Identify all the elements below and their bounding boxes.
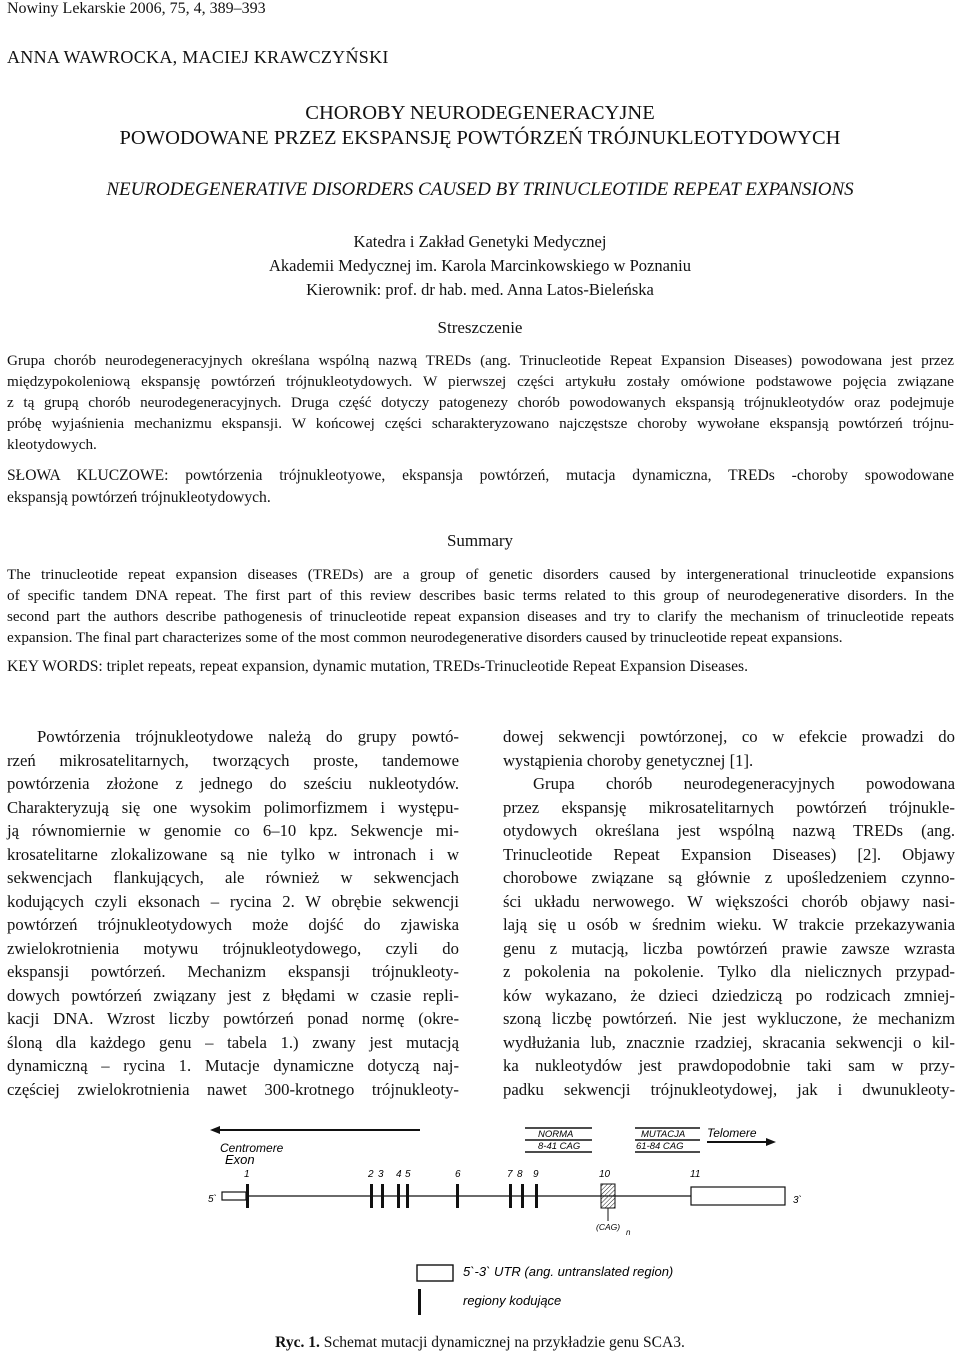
body-line: padku sekwencji trójnukleotydowej, jak i dwunukleoty- (503, 1079, 955, 1099)
norma-range: 8-41 CAG (538, 1141, 581, 1152)
streszczenie-abstract (7, 350, 954, 455)
body-line: sekwencjach flankujących, ale również w sekwencjach (7, 868, 459, 887)
body-line: przez ekspansję mikrosatelitarnych powtórzeń trójnukle- (503, 797, 955, 817)
streszczenie-heading: Streszczenie (437, 318, 523, 337)
norma-label: NORMA (538, 1129, 574, 1140)
exon-number: 4 (396, 1169, 402, 1180)
body-line: dynamiczną – rycina 1. Mutacje dynamiczne dotyczą naj- (7, 1056, 459, 1075)
caption-label: Ryc. 1. (275, 1334, 320, 1351)
exon-number: 9 (533, 1169, 539, 1180)
summary-line: expansion. The final part characterizes some of the most common neurodegenerative disorders caused by trinucleotide repeat expansions. (7, 629, 843, 646)
exon-number: 6 (455, 1169, 461, 1180)
body-line: rzeń mikrosatelitarnych, tworzących proste, tandemowe (7, 750, 459, 770)
body-line: z pokolenia na pokolenie. Tylko dla nielicznych przypad- (503, 962, 955, 981)
body-line: lają się u osób w średnim wieku. W trakcie przekazywania (503, 915, 955, 934)
mutacja-range: 61-84 CAG (636, 1141, 684, 1152)
body-line: szoną liczbę powtórzeń. Nie jest wykluczone, że mechanizm (503, 1009, 955, 1028)
cag-repeat-label: (CAG) (596, 1222, 621, 1232)
journal-citation: Nowiny Lekarskie 2006, 75, 4, 389–393 (7, 0, 266, 17)
abstract-line: z tą grupą chorób neurodegeneracyjnych. Druga część dotyczy patogenezy chorób powodowanych ekspansją trójnukleotydów oraz podejmuje (7, 394, 954, 411)
title-pl-line-2: POWODOWANE PRZEZ EKSPANSJĘ POWTÓRZEŃ TRÓJNUKLEOTYDOWYCH (119, 127, 841, 149)
three-prime-label: 3` (793, 1195, 802, 1206)
affiliation-line: Katedra i Zakład Genetyki Medycznej (353, 232, 607, 251)
body-line: krosatelitarne zlokalizowane są nie tylko w intronach i w (7, 844, 459, 864)
title-en: NEURODEGENERATIVE DISORDERS CAUSED BY TRINUCLEOTIDE REPEAT EXPANSIONS (106, 179, 854, 200)
title-pl-line-1: CHOROBY NEURODEGENERACYJNE (305, 102, 655, 124)
exon-number: 7 (507, 1169, 513, 1180)
exon-number: 1 (244, 1169, 250, 1180)
summary-abstract (7, 564, 954, 648)
legend-coding-swatch (418, 1289, 421, 1315)
legend-utr-label: 5`-3` UTR (ang. untranslated region) (463, 1264, 674, 1279)
summary-line: The trinucleotide repeat expansion diseases (TREDs) are a group of genetic disorders caused by intergenerational trinucleotide expansions (7, 566, 954, 583)
abstract-line: próbę wyjaśnienia mechanizmu ekspansji. W końcowej części scharakteryzowano najczęstsze choroby wywołane ekspansją powtórzeń trójnu- (7, 415, 954, 432)
body-line: ści układu nerwowego. W większości chorób objawy nasi- (503, 891, 955, 911)
keywords-line: ekspansją powtórzeń trójnukleotydowych. (7, 489, 271, 506)
legend-utr-swatch (417, 1265, 453, 1281)
body-line: Trinucleotide Repeat Expansion Diseases) [2]. Objawy (503, 844, 955, 864)
body-column-left (7, 725, 459, 1101)
figure-sca3-gene-diagram (180, 1115, 840, 1320)
summary-heading: Summary (446, 531, 514, 550)
body-line: śloną dla każdego genu – tabela 1.) zwany jest mutacją (7, 1032, 459, 1052)
body-line: kodujących czyli eksonach – rycina 2. W obrębie sekwencji (7, 891, 459, 911)
body-line: powtórzenia złożone z jednego do sześciu nukleotydów. (7, 774, 459, 793)
summary-line: of specific tandem DNA repeat. The first part of this review describes basic terms related to this group of neurodegenerative disorders. In the (7, 587, 954, 604)
exon-number: 5 (405, 1169, 411, 1180)
body-line: chorobowe związane są głównie z upośledzeniem czynno- (503, 868, 955, 887)
body-column-right (503, 725, 955, 1101)
body-line: zwielokrotnienia motywu trójnukleotydowego, czyli do (7, 938, 459, 958)
centromere-label: Centromere (220, 1141, 284, 1155)
body-line: dowej sekwencji powtórzonej, co w efekcie prowadzi do (503, 727, 955, 746)
exon-number: 11 (690, 1169, 701, 1180)
telomere-label: Telomere (707, 1126, 757, 1140)
body-line: genu z mutacją, liczba powtórzeń prawie zawsze wzrasta (503, 938, 955, 958)
slowa-kluczowe (7, 465, 954, 509)
utr-3-box (691, 1187, 785, 1205)
body-line: dowych powtórzeń związany jest z błędami w czasie repli- (7, 985, 459, 1005)
utr-5-box (222, 1192, 246, 1200)
abstract-line: Grupa chorób neurodegeneracyjnych określana wspólną nazwą TREDs (ang. Trinucleotide Repeat Expansion Diseases) powodowana jest przez (7, 352, 954, 369)
exon-label: Exon (225, 1152, 255, 1167)
authors: ANNA WAWROCKA, MACIEJ KRAWCZYŃSKI (7, 47, 389, 67)
exon-number: 8 (517, 1169, 523, 1180)
body-line: Charakteryzują się one wysokim polimorfizmem i występu- (7, 797, 459, 817)
body-line: Powtórzenia trójnukleotydowe należą do grupy powtó- (37, 727, 459, 746)
caption-text: Schemat mutacji dynamicznej na przykładzie genu SCA3. (319, 1334, 685, 1351)
body-line: ją równomiernie w genomie co 6–10 kpz. Sekwencje mi- (7, 821, 459, 840)
exon-number: 3 (378, 1169, 384, 1180)
affiliation-line: Akademii Medycznej im. Karola Marcinkowskiego w Poznaniu (268, 256, 691, 275)
body-line: częściej zwielokrotnienia nawet 300-krotnego trójnukleoty- (7, 1079, 459, 1099)
body-line: ekspansji powtórzeń. Mechanizm ekspansji trójnukleoty- (7, 962, 459, 981)
exon-10-cag-repeat (601, 1184, 615, 1208)
legend-coding-label: regiony kodujące (463, 1293, 562, 1308)
exon-number: 2 (368, 1169, 374, 1180)
body-line: wydłużania lub, znacznie rzadziej, skracania sekwencji o kil- (503, 1032, 955, 1052)
key-words: KEY WORDS: triplet repeats, repeat expansion, dynamic mutation, TREDs-Trinucleotide Repeat Expansion Diseases. (7, 658, 748, 675)
keywords-line: SŁOWA KLUCZOWE: powtórzenia trójnukleotyowe, ekspansja powtórzeń, mutacja dynamiczna, TREDs -choroby spowodowane (7, 467, 954, 484)
abstract-line: kleotydowych. (7, 436, 97, 453)
body-line: wystąpienia choroby genetycznej [1]. (503, 750, 754, 770)
affiliation (0, 230, 960, 302)
exon-number: 10 (599, 1169, 611, 1180)
mutacja-label: MUTACJA (641, 1129, 686, 1140)
figure-caption (0, 1334, 960, 1352)
body-line: ków wykazano, że dzieci dziedziczą po rodzicach zmniej- (503, 985, 955, 1005)
five-prime-label: 5` (208, 1194, 217, 1205)
summary-line: second part the authors describe pathogenesis of trinucleotide repeat expansion diseases and try to clarify the mechanism of trinucleotide repeats (7, 608, 954, 625)
body-line: otydowych określana jest wspólną nazwą TREDs (ang. (503, 821, 955, 840)
body-line: powtórzeń trójnukleotydowych może dojść do zjawiska (7, 915, 459, 934)
body-line: Grupa chorób neurodegeneracyjnych powodowana (533, 774, 955, 793)
abstract-line: międzypokoleniową ekspansję powtórzeń trójnukleotydowych. W pierwszej części artykułu zostały omówione podstawowe pojęcia związane (7, 373, 954, 390)
cag-n-label: n (626, 1228, 631, 1237)
body-line: ka nukleotydów jest prawdopodobnie taki sam w przy- (503, 1056, 955, 1075)
centromere-arrow (210, 1126, 420, 1134)
body-line: kacji DNA. Wzrost liczby powtórzeń ponad normę (okre- (7, 1009, 459, 1028)
affiliation-line: Kierownik: prof. dr hab. med. Anna Latos-Bieleńska (306, 280, 654, 299)
